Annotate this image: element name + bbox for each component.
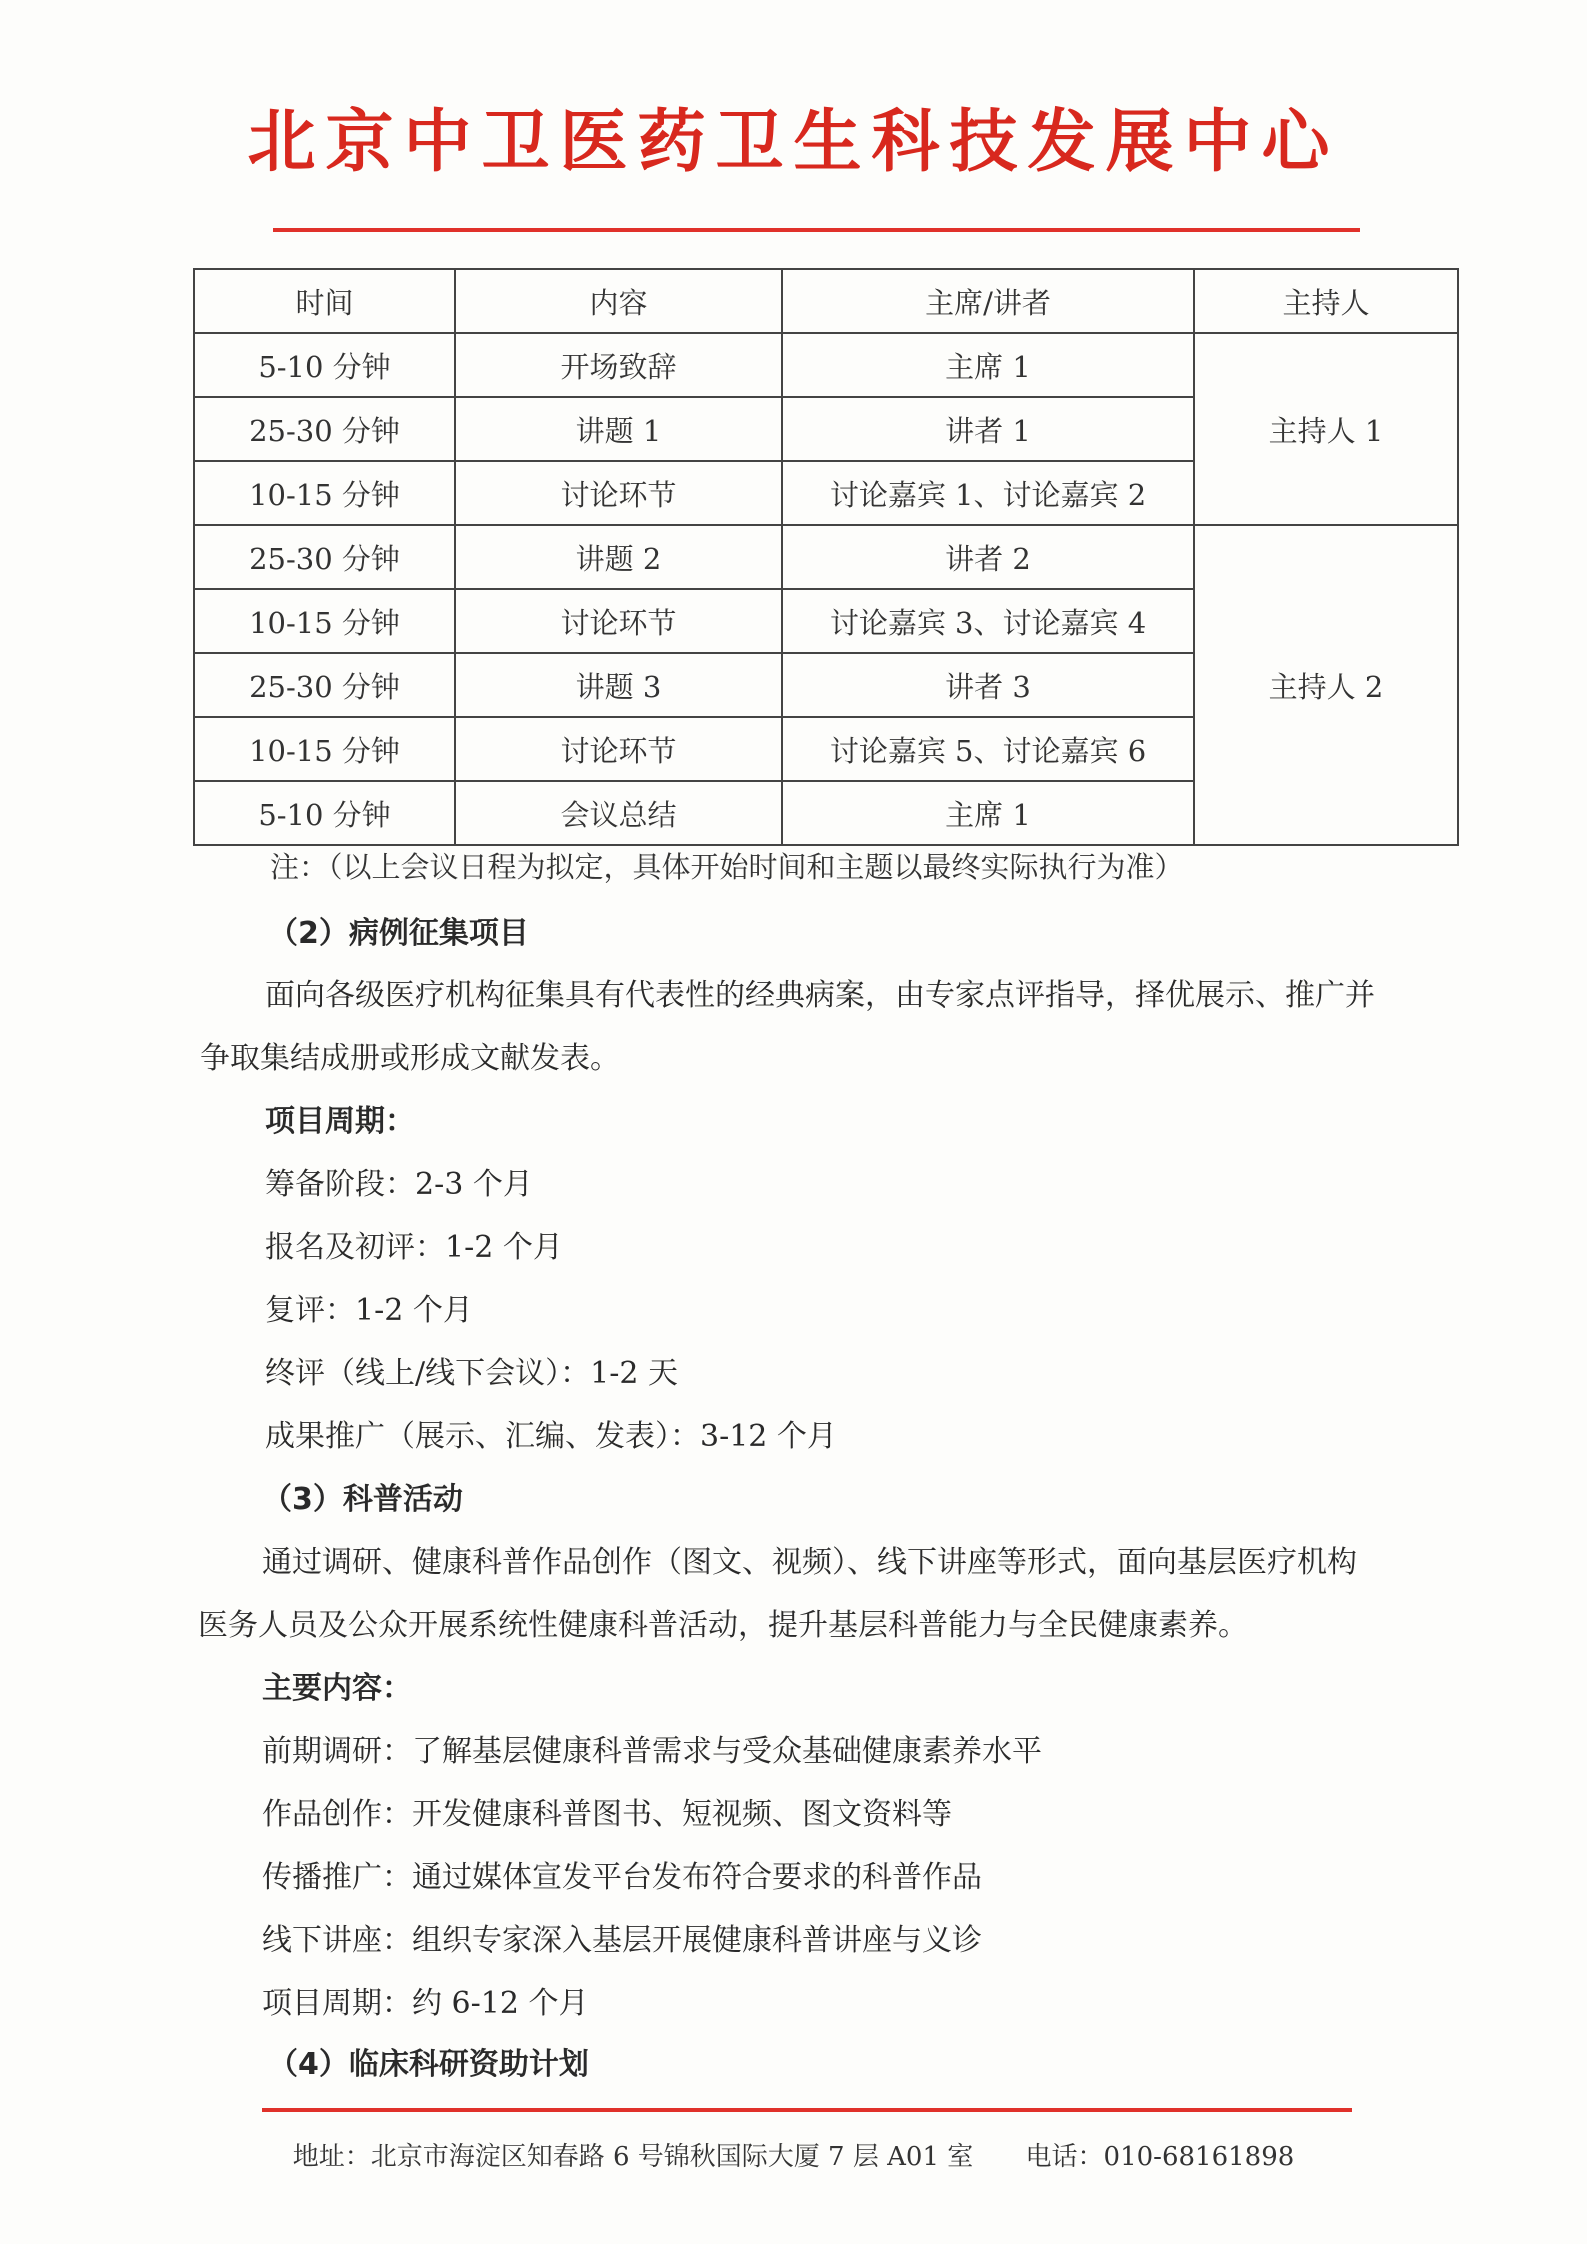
header-host: 主持人 <box>1194 269 1458 333</box>
cell-time: 10-15 分钟 <box>194 461 455 525</box>
case-collection-heading: （2）病例征集项目 <box>268 916 529 951</box>
cell-time: 5-10 分钟 <box>194 333 455 397</box>
cell-content: 讨论环节 <box>455 717 782 781</box>
cycle-item: 复评：1-2 个月 <box>265 1293 473 1328</box>
cell-speaker: 讲者 3 <box>782 653 1194 717</box>
main-content-heading: 主要内容： <box>262 1671 412 1706</box>
footer-divider <box>262 2108 1352 2112</box>
cell-time: 25-30 分钟 <box>194 653 455 717</box>
cell-speaker: 主席 1 <box>782 781 1194 845</box>
cell-time: 25-30 分钟 <box>194 525 455 589</box>
cycle-item: 筹备阶段：2-3 个月 <box>265 1167 533 1202</box>
schedule-note: 注：（以上会议日程为拟定，具体开始时间和主题以最终实际执行为准） <box>270 850 1184 884</box>
letterhead-footer <box>0 2136 1587 2173</box>
main-content-item: 传播推广：通过媒体宣发平台发布符合要求的科普作品 <box>262 1860 982 1895</box>
header-content: 内容 <box>455 269 782 333</box>
footer-address: 地址：北京市海淀区知春路 6 号锦秋国际大厦 7 层 A01 室 <box>292 2142 974 2172</box>
table-row <box>194 333 1458 397</box>
cell-time: 5-10 分钟 <box>194 781 455 845</box>
cell-time: 10-15 分钟 <box>194 589 455 653</box>
case-body-line-2: 争取集结成册或形成文献发表。 <box>200 1041 620 1076</box>
agenda-table <box>193 268 1459 846</box>
cycle-item: 报名及初评：1-2 个月 <box>265 1230 563 1265</box>
cell-content: 讲题 1 <box>455 397 782 461</box>
cell-content: 讲题 2 <box>455 525 782 589</box>
science-body-line-2: 医务人员及公众开展系统性健康科普活动，提升基层科普能力与全民健康素养。 <box>198 1608 1248 1643</box>
cell-content: 讲题 3 <box>455 653 782 717</box>
cell-speaker: 主席 1 <box>782 333 1194 397</box>
cell-host: 主持人 1 <box>1194 333 1458 525</box>
main-content-item: 作品创作：开发健康科普图书、短视频、图文资料等 <box>262 1797 952 1832</box>
table-row <box>194 525 1458 589</box>
header-speaker: 主席/讲者 <box>782 269 1194 333</box>
table-header-row <box>194 269 1458 333</box>
cell-host: 主持人 2 <box>1194 525 1458 845</box>
cell-speaker: 讲者 1 <box>782 397 1194 461</box>
cell-content: 讨论环节 <box>455 461 782 525</box>
cell-speaker: 讲者 2 <box>782 525 1194 589</box>
header-time: 时间 <box>194 269 455 333</box>
cycle-item: 终评（线上/线下会议）：1-2 天 <box>265 1356 678 1391</box>
main-content-item: 线下讲座：组织专家深入基层开展健康科普讲座与义诊 <box>262 1923 982 1958</box>
cell-content: 会议总结 <box>455 781 782 845</box>
cell-content: 开场致辞 <box>455 333 782 397</box>
cycle-item: 成果推广（展示、汇编、发表）：3-12 个月 <box>265 1419 837 1454</box>
footer-phone: 电话：010-68161898 <box>1025 2142 1295 2172</box>
letterhead-title: 北京中卫医药卫生科技发展中心 <box>247 103 1340 182</box>
cell-speaker: 讨论嘉宾 3、讨论嘉宾 4 <box>782 589 1194 653</box>
cell-speaker: 讨论嘉宾 1、讨论嘉宾 2 <box>782 461 1194 525</box>
cycle-heading: 项目周期： <box>265 1104 415 1139</box>
science-body-line-1: 通过调研、健康科普作品创作（图文、视频）、线下讲座等形式，面向基层医疗机构 <box>262 1545 1357 1580</box>
science-activity-heading: （3）科普活动 <box>262 1482 463 1517</box>
main-content-item: 前期调研：了解基层健康科普需求与受众基础健康素养水平 <box>262 1734 1042 1769</box>
cell-time: 25-30 分钟 <box>194 397 455 461</box>
cell-speaker: 讨论嘉宾 5、讨论嘉宾 6 <box>782 717 1194 781</box>
clinical-research-heading: （4）临床科研资助计划 <box>268 2047 589 2082</box>
cell-content: 讨论环节 <box>455 589 782 653</box>
cell-time: 10-15 分钟 <box>194 717 455 781</box>
header-divider <box>273 228 1360 232</box>
case-body-line-1: 面向各级医疗机构征集具有代表性的经典病案，由专家点评指导，择优展示、推广并 <box>265 978 1375 1013</box>
main-content-item: 项目周期：约 6-12 个月 <box>262 1986 589 2021</box>
